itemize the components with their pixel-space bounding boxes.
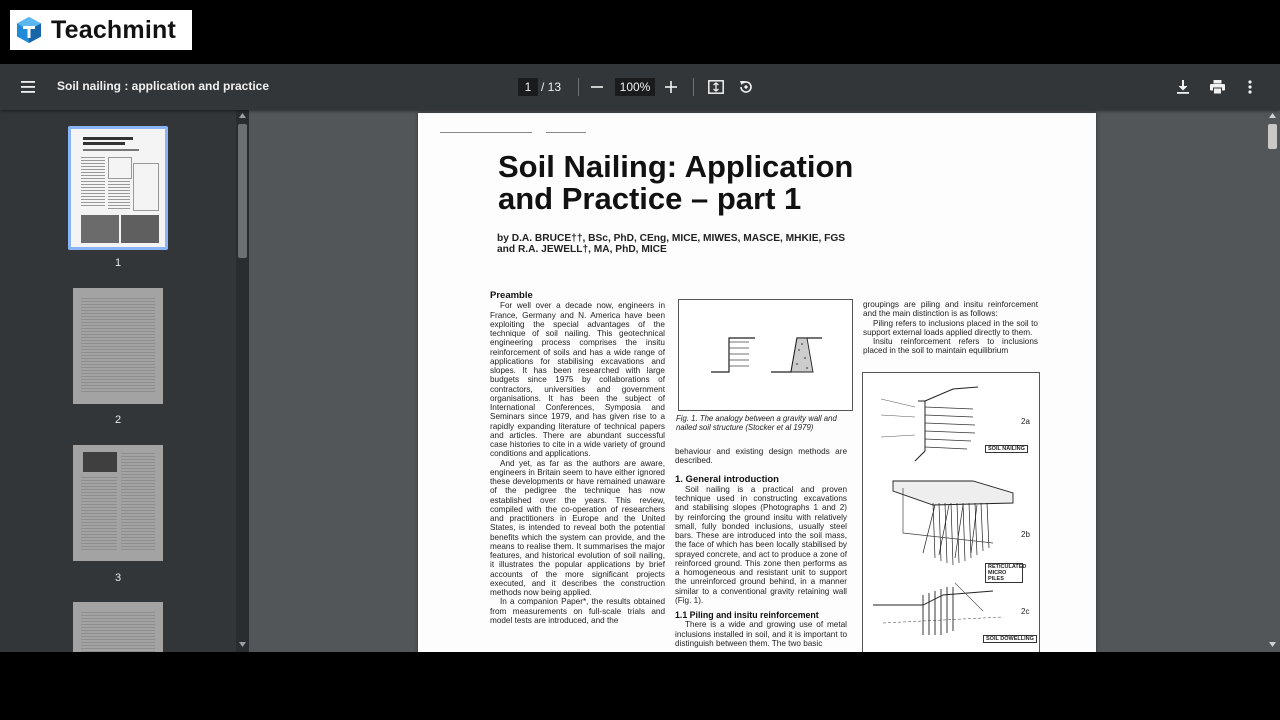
toolbar-divider <box>578 78 579 96</box>
download-icon[interactable] <box>1171 75 1195 99</box>
page-total: / 13 <box>541 80 562 94</box>
figure-tag-soil-nailing: SOIL NAILING <box>985 445 1028 453</box>
preamble-paragraph: For well over a decade now, engineers in France, Germany and N. America have been exploiting the special advantages of the technique of soil nailing. This geotechnical engineering process comprises the insitu reinforcement of soils and has a wide range of applications for stabilising excavations and slopes. It has been researched with large budgets since 1975 by collaborations of contractors, universities and government organisations. It has been the subject of International Conferences, Symposia and Seminars since 1979, and has given rise to a rapidly expanding literature of technical papers and articles. There are abundant successful case histories to cite in a wide variety of ground conditions and applications. <box>490 301 665 459</box>
title-line-1: Soil Nailing: Application <box>498 149 854 184</box>
section-1-1-heading: 1.1 Piling and insitu reinforcement <box>675 610 819 620</box>
document-title: Soil nailing : application and practice <box>57 79 270 93</box>
figure-label-2c: 2c <box>1021 607 1030 616</box>
figure-label-2a: 2a <box>1021 417 1030 426</box>
text-column-3 <box>863 300 1038 364</box>
authors-line-2: and R.A. JEWELL†, MA, PhD, MICE <box>497 244 667 255</box>
plus-icon[interactable] <box>659 75 683 99</box>
column-3-paragraph: Piling refers to inclusions placed in the soil to support external loads applied directly to them. <box>863 318 1038 337</box>
title-line-2: and Practice – part 1 <box>498 181 802 216</box>
brand-name: Teachmint <box>51 15 176 44</box>
preamble-heading: Preamble <box>490 291 533 301</box>
pdf-viewer <box>0 64 1280 652</box>
figure-2-diagram <box>862 372 1040 652</box>
scroll-up-icon[interactable] <box>1269 113 1276 118</box>
preamble-paragraph: And yet, as far as the authors are aware, engineers in Britain seem to have either ignored these developments or have remained unaware of the pedigree the technique has now established over the years. This review, compiled with the co-operation of researchers and practitioners in Europe and the United States, is intended to reveal both the potential benefits which the system can provide, and the means to realise them. It summarises the major features, and historical evolution of soil nailing, it illustrates the popular applications by brief accounts of the more significant projects executed, and it describes the construction methods now being applied. <box>490 458 665 597</box>
more-vert-icon[interactable] <box>1238 75 1262 99</box>
thumbnail-page-3[interactable] <box>73 445 163 561</box>
figure-tag-soil-dowelling: SOIL DOWELLING <box>983 635 1037 643</box>
figure-1-diagram <box>678 299 853 411</box>
thumbnail-page-1[interactable] <box>68 126 168 250</box>
main-scrollbar[interactable] <box>1265 110 1280 652</box>
figure-tag-micro-piles: RETICULATED MICRO PILES <box>985 563 1023 583</box>
pdf-toolbar <box>0 64 1280 110</box>
teachmint-cube-icon <box>15 16 43 44</box>
pdf-page-1 <box>418 113 1096 652</box>
minus-icon[interactable] <box>585 75 609 99</box>
thumbnail-number: 2 <box>114 414 122 426</box>
scroll-down-icon[interactable] <box>1269 642 1276 647</box>
fit-page-icon[interactable] <box>704 75 728 99</box>
main-scroll-thumb[interactable] <box>1268 124 1277 149</box>
section-1-paragraph: Soil nailing is a practical and proven technique used in constructing excavations and stabilising slopes (Photographs 1 and 2) by reinforcing the ground insitu with relatively small, fully bonded inclusions, usually steel bars. These are introduced into the soil mass, the face of which has been locally stabilised by sprayed concrete, and act to produce a zone of reinforced ground. This zone then performs as a homogeneous and resistant unit to support the unreinforced ground behind, in a manner similar to a conventional gravity retaining wall (Fig. 1). <box>675 484 847 605</box>
article-authors <box>497 233 927 255</box>
teachmint-logo-banner <box>10 10 192 50</box>
thumbnail-sidebar <box>0 110 236 652</box>
header-rule <box>546 132 586 133</box>
figure-1-caption: Fig. 1. The analogy between a gravity wall and nailed soil structure (Stocker et al 1979) <box>676 414 837 432</box>
thumbnail-page-4[interactable] <box>73 602 163 652</box>
text-column-1 <box>490 291 665 652</box>
article-title <box>498 151 938 215</box>
sidebar-scrollbar[interactable] <box>236 110 249 652</box>
preamble-paragraph: In a companion Paper*, the results obtained from measurements on full-scale trials and model tests are introduced, and the <box>490 597 665 625</box>
toolbar-divider <box>693 78 694 96</box>
column-2-paragraph: behaviour and existing design methods are described. <box>675 447 847 466</box>
thumbnail-number: 1 <box>114 257 122 269</box>
scroll-down-icon[interactable] <box>239 642 246 647</box>
print-icon[interactable] <box>1205 75 1229 99</box>
zoom-level-input[interactable]: 100% <box>615 78 655 96</box>
thumbnail-page-2[interactable] <box>73 288 163 404</box>
section-1-1-paragraph: There is a wide and growing use of metal inclusions installed in soil, and it is important to distinguish between them. The two basic <box>675 620 847 648</box>
scroll-up-icon[interactable] <box>239 113 246 118</box>
page-number-input[interactable]: 1 <box>518 78 538 96</box>
header-rule <box>440 132 532 133</box>
authors-line-1: by D.A. BRUCE††, BSc, PhD, CEng, MICE, MIWES, MASCE, MHKIE, FGS <box>497 233 846 244</box>
column-3-paragraph: Insitu reinforcement refers to inclusions placed in the soil to maintain equilibrium <box>863 337 1038 356</box>
text-column-2 <box>675 447 847 652</box>
figure-label-2b: 2b <box>1021 530 1030 539</box>
column-3-paragraph: groupings are piling and insitu reinforcement and the main distinction is as follows: <box>863 300 1038 319</box>
section-1-heading: 1. General introduction <box>675 473 779 485</box>
menu-icon[interactable] <box>16 75 40 99</box>
rotate-icon[interactable] <box>734 75 758 99</box>
thumbnail-number: 3 <box>114 572 122 584</box>
sidebar-scroll-thumb[interactable] <box>238 124 247 258</box>
